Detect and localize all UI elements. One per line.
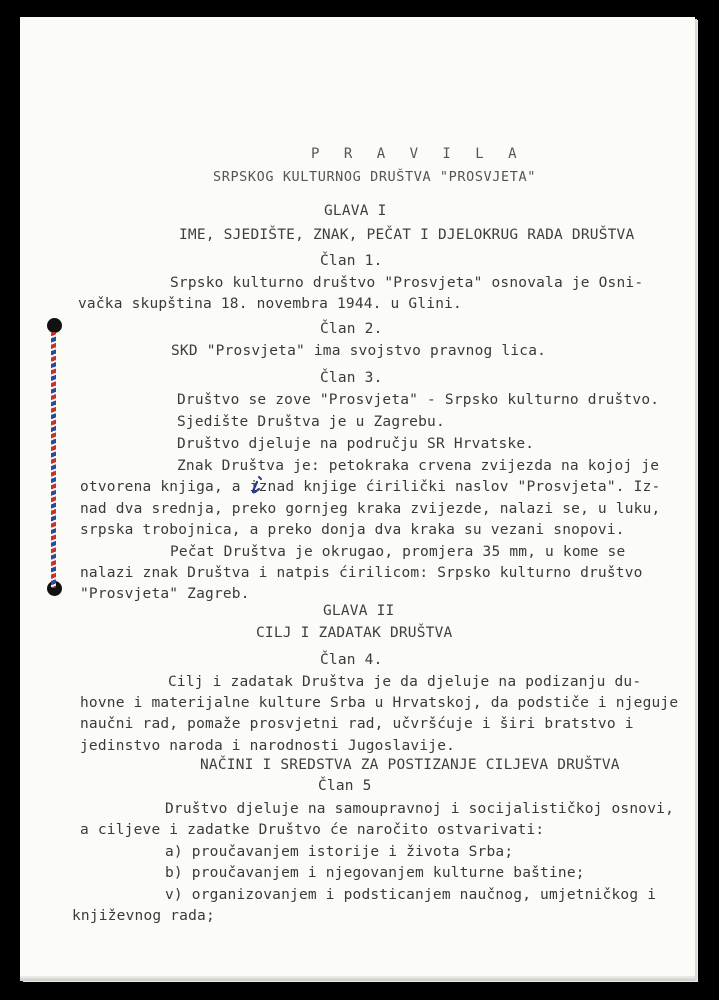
glava-1-title: IME, SJEDIŠTE, ZNAK, PEČAT I DJELOKRUG RADA DRUŠTVA <box>179 227 635 243</box>
clan-5-heading: Član 5 <box>318 778 372 794</box>
page-edge <box>20 976 695 981</box>
binding-hole-top <box>47 318 62 333</box>
document-subtitle: SRPSKOG KULTURNOG DRUŠTVA "PROSVJETA" <box>213 169 536 185</box>
clan-3-line: nad dva srednja, preko gornjeg kraka zvijezde, nalazi se, u luku, <box>80 501 661 517</box>
glava-2-title: CILJ I ZADATAK DRUŠTVA <box>256 625 453 641</box>
binding-cord <box>51 332 56 588</box>
clan-3-line: "Prosvjeta" Zagreb. <box>80 586 250 602</box>
clan-4-heading: Član 4. <box>320 652 383 668</box>
clan-5-line: a ciljeve i zadatke Društvo će naročito ostvarivati: <box>80 822 545 838</box>
clan-1-line: vačka skupština 18. novembra 1944. u Glini. <box>78 296 462 312</box>
clan-4-line: hovne i materijalne kulture Srba u Hrvatskoj, da podstiče i njeguje <box>80 695 679 711</box>
clan-4-line: naučni rad, pomaže prosvjetni rad, učvršćuje i širi bratstvo i <box>80 716 634 732</box>
clan-3-line: Znak Društva je: petokraka crvena zvijezda na kojoj je <box>177 458 660 474</box>
clan-3-heading: Član 3. <box>320 370 383 386</box>
clan-5-item: a) proučavanjem istorije i života Srba; <box>165 844 514 860</box>
section-heading: NAČINI I SREDSTVA ZA POSTIZANJE CILJEVA DRUŠTVA <box>200 757 620 773</box>
glava-2-heading: GLAVA II <box>323 603 395 619</box>
document-title: P R A V I L A <box>311 146 525 162</box>
clan-4-line: Cilj i zadatak Društva je da djeluje na podizanju du- <box>168 674 642 690</box>
clan-3-line: Društvo djeluje na području SR Hrvatske. <box>177 436 535 452</box>
clan-3-line: otvorena knjiga, a iznad knjige ćirilički naslov "Prosvjeta". Iz- <box>80 479 661 495</box>
clan-1-line: Srpsko kulturno društvo "Prosvjeta" osnovala je Osni- <box>170 275 644 291</box>
clan-5-item: v) organizovanjem i podsticanjem naučnog, umjetničkog i <box>165 887 657 903</box>
clan-5-line: Društvo djeluje na samoupravnoj i socijalističkoj osnovi, <box>165 801 674 817</box>
clan-3-line: Sjedište Društva je u Zagrebu. <box>177 414 445 430</box>
clan-3-line: Pečat Društva je okrugao, promjera 35 mm, u kome se <box>170 544 626 560</box>
clan-3-line: Društvo se zove "Prosvjeta" - Srpsko kulturno društvo. <box>177 392 660 408</box>
clan-2-line: SKD "Prosvjeta" ima svojstvo pravnog lica. <box>171 343 547 359</box>
clan-1-heading: Član 1. <box>320 253 383 269</box>
clan-2-heading: Član 2. <box>320 321 383 337</box>
clan-5-item: b) proučavanjem i njegovanjem kulturne baštine; <box>165 865 585 881</box>
clan-4-line: jedinstvo naroda i narodnosti Jugoslavije. <box>80 738 456 754</box>
glava-1-heading: GLAVA I <box>324 203 387 219</box>
handwritten-insertion-mark <box>250 476 264 494</box>
clan-3-line: nalazi znak Društva i natpis ćirilicom: Srpsko kulturno društvo <box>80 565 643 581</box>
clan-3-line: srpska trobojnica, a preko donja dva kraka su vezani snopovi. <box>80 522 625 538</box>
clan-5-item: književnog rada; <box>72 908 215 924</box>
